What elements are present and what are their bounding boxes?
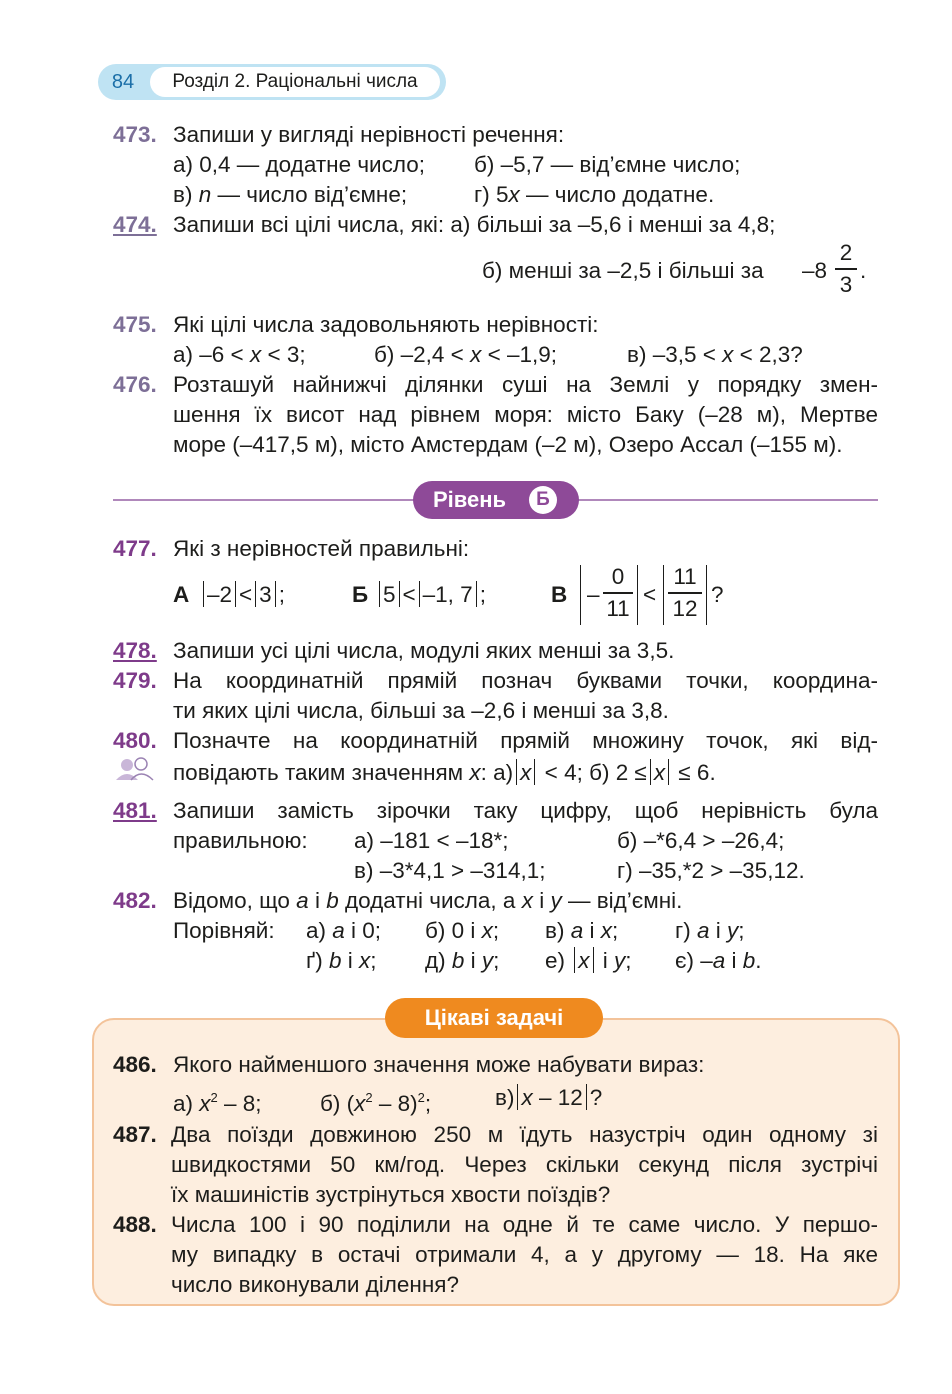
abs-bar — [650, 759, 651, 785]
page-number: 84 — [111, 71, 135, 93]
problem-488-number: 488. — [113, 1212, 157, 1237]
option-b-expression — [376, 580, 486, 610]
problem-478-number: 478. — [113, 638, 157, 663]
variable: x — [520, 760, 532, 785]
question-mark: ? — [711, 582, 724, 607]
variable: y — [726, 918, 739, 943]
problem-474-text: Запиши всі цілі числа, які: а) більші за –5,6 і менші за 4,8; — [173, 212, 776, 237]
problem-477-text: Які з нерівностей правильні: — [173, 536, 470, 561]
variable: a — [570, 918, 584, 943]
problem-482-line-1 — [173, 886, 682, 916]
problem-487-line-3: їх машиністів зустрінуться хвости поїздів? — [171, 1182, 611, 1207]
label: б) ( — [320, 1091, 355, 1116]
variable: x — [521, 1085, 533, 1110]
lt-sign: < — [402, 582, 416, 607]
variable: x — [469, 760, 481, 785]
problem-475-number: 475. — [113, 312, 157, 337]
variable: x — [199, 1091, 211, 1116]
label: ґ) — [306, 948, 329, 973]
text: — число додатне. — [519, 182, 715, 207]
abs-bar — [637, 565, 638, 625]
problem-487-number: 487. — [113, 1122, 157, 1147]
period: . — [860, 258, 867, 283]
denominator: 11 — [606, 595, 630, 621]
text: ; — [625, 948, 632, 973]
option-v-label: В — [551, 582, 568, 607]
problem-480-line-1: Позначте на координатній прямій множину точок, які від- — [173, 728, 878, 753]
abs-bar — [516, 759, 517, 785]
text: < 4; б) 2 ≤ — [538, 760, 647, 785]
problem-479-line-1: На координатній прямій познач буквами точки, координа- — [173, 668, 878, 693]
text: і — [709, 918, 727, 943]
problem-473-number: 473. — [113, 122, 157, 147]
problem-482-item-v — [545, 916, 618, 946]
variable: a — [712, 948, 726, 973]
numerator: 2 — [839, 240, 853, 265]
problem-479-number: 479. — [113, 668, 157, 693]
level-label: Рівень — [433, 487, 507, 512]
label: б) –2,4 < — [374, 342, 471, 367]
variable: x — [354, 1091, 366, 1116]
text: – 12 — [532, 1085, 583, 1110]
problem-482-item-g — [675, 916, 745, 946]
problem-481-number: 481. — [113, 798, 157, 823]
problem-488-line-2: му випадку в остачі отримали 4, а у другому — 18. На яке — [171, 1242, 878, 1267]
level-badge — [413, 481, 579, 519]
fraction-2-3 — [835, 240, 857, 298]
label: б) 0 і — [425, 918, 482, 943]
abs-bar — [668, 759, 669, 785]
problem-475-b — [374, 340, 557, 370]
option-a-label: А — [173, 582, 190, 607]
problem-476-line-1: Розташуй найнижчі ділянки суші на Землі у порядку змен- — [173, 372, 878, 397]
variable: x — [722, 342, 734, 367]
abs-bar — [476, 581, 477, 607]
text: – 8) — [372, 1091, 418, 1116]
text: і 0; — [344, 918, 382, 943]
problem-473-text: Запиши у вигляді нерівності речення: — [173, 122, 565, 147]
text: і — [583, 918, 601, 943]
abs-bar — [203, 581, 204, 607]
variable: b — [326, 888, 339, 913]
fraction-line — [835, 268, 857, 270]
text: < –1,9; — [481, 342, 558, 367]
numerator: 0 — [611, 564, 625, 589]
exponent: 2 — [417, 1090, 425, 1105]
problem-481-g: г) –35,*2 > –35,12. — [617, 858, 805, 883]
problem-486-v — [495, 1083, 602, 1113]
label: : а) — [480, 760, 514, 785]
problem-482-number: 482. — [113, 888, 157, 913]
text: і — [596, 948, 615, 973]
problem-486-b — [320, 1083, 431, 1119]
abs-bar — [593, 947, 594, 973]
text: ; — [424, 1091, 432, 1116]
abs-bar — [379, 581, 380, 607]
label: г) — [675, 918, 697, 943]
problem-482-item-e — [545, 946, 632, 976]
variable: a — [332, 918, 345, 943]
text: і — [464, 948, 482, 973]
variable: b — [329, 948, 342, 973]
section-title: Розділ 2. Раціональні числа — [150, 67, 440, 97]
problem-478-text: Запиши усі цілі числа, модулі яких менші за 3,5. — [173, 638, 675, 663]
fraction-line — [668, 592, 702, 594]
problem-477-number: 477. — [113, 536, 157, 561]
problem-480-number: 480. — [113, 728, 157, 753]
problem-481-b: б) –*6,4 > –26,4; — [617, 828, 785, 853]
problem-479-line-2: ти яких цілі числа, більші за –2,6 і менші за 3,8. — [173, 698, 669, 723]
problem-481-line-2: правильною: — [173, 828, 308, 853]
label: г) 5 — [474, 182, 509, 207]
label: в) — [545, 918, 571, 943]
text: — від’ємні. — [561, 888, 683, 913]
text: додатні числа, а — [338, 888, 522, 913]
pair-work-icon — [113, 756, 157, 782]
problem-481-line-1: Запиши замість зірочки таку цифру, щоб нерівність була — [173, 798, 878, 823]
variable: n — [198, 182, 212, 207]
text: і — [308, 888, 327, 913]
exponent: 2 — [365, 1090, 373, 1105]
problem-475-v — [627, 340, 803, 370]
abs-bar — [574, 947, 575, 973]
variable: y — [550, 888, 562, 913]
text: і — [341, 948, 360, 973]
abs-bar — [517, 1084, 518, 1110]
problem-482-item-ye — [675, 946, 762, 976]
lt-sign: < — [643, 582, 657, 607]
value: 3 — [259, 582, 272, 607]
label: а) — [306, 918, 333, 943]
problem-473-b: б) –5,7 — від’ємне число; — [474, 152, 741, 177]
exponent: 2 — [210, 1090, 218, 1105]
variable: y — [481, 948, 494, 973]
abs-bar — [586, 1084, 587, 1110]
problem-474-number: 474. — [113, 212, 157, 237]
lt-sign: < — [239, 582, 253, 607]
variable: x — [578, 948, 590, 973]
problem-475-text: Які цілі числа задовольняють нерівності: — [173, 312, 599, 337]
problem-473-a: а) 0,4 — додатне число; — [173, 152, 426, 177]
abs-bar — [235, 581, 236, 607]
value: –2 — [207, 582, 233, 607]
variable: x — [359, 948, 371, 973]
label: в) — [173, 182, 199, 207]
text: і — [725, 948, 743, 973]
text: ; — [611, 918, 619, 943]
variable: x — [508, 182, 520, 207]
label: є) – — [675, 948, 713, 973]
variable: b — [742, 948, 756, 973]
numerator: 11 — [673, 564, 697, 589]
value: –1, 7 — [422, 582, 473, 607]
problem-473-g — [474, 180, 714, 210]
abs-bar — [399, 581, 400, 607]
variable: x — [470, 342, 482, 367]
problem-482-item-d — [425, 946, 499, 976]
text: ; — [492, 918, 500, 943]
abs-bar — [255, 581, 256, 607]
abs-bar — [580, 565, 581, 625]
label: в) — [495, 1085, 515, 1110]
label: в) –3,5 < — [627, 342, 723, 367]
label: а) –6 < — [173, 342, 250, 367]
text: — число від’ємне; — [211, 182, 408, 207]
variable: x — [481, 918, 493, 943]
problem-481-v: в) –3*4,1 > –314,1; — [354, 858, 546, 883]
option-a-expression — [200, 580, 285, 610]
fraction-line — [603, 592, 633, 594]
semicolon: ; — [278, 582, 285, 607]
label: а) — [173, 1091, 200, 1116]
problem-475-a — [173, 340, 306, 370]
interesting-tasks-title: Цікаві задачі — [385, 998, 603, 1038]
text: ≤ 6. — [672, 760, 716, 785]
text: – 8; — [217, 1091, 262, 1116]
semicolon: ; — [479, 582, 486, 607]
text: і — [532, 888, 551, 913]
problem-480-line-2 — [173, 758, 716, 788]
abs-bar — [663, 565, 664, 625]
problem-482-item-a — [306, 916, 381, 946]
text: ; — [493, 948, 500, 973]
variable: b — [451, 948, 465, 973]
problem-487-line-2: швидкостями 50 км/год. Через скільки секунд після зустрічі — [171, 1152, 878, 1177]
label: д) — [425, 948, 452, 973]
variable: x — [653, 760, 666, 785]
problem-476-line-2: шення їх висот над рівнем моря: місто Баку (–28 м), Мертве — [173, 402, 878, 427]
level-letter: Б — [529, 486, 557, 514]
problem-474-b: б) менші за –2,5 і більші за — [482, 258, 764, 283]
mixed-number-whole: –8 — [802, 258, 828, 283]
abs-bar — [534, 759, 535, 785]
fraction-0-11 — [603, 564, 633, 622]
text: ? — [589, 1085, 603, 1110]
problem-473-v — [173, 180, 407, 210]
variable: a — [296, 888, 309, 913]
problem-482-item-ge — [306, 946, 377, 976]
problem-481-a: а) –181 < –18*; — [354, 828, 509, 853]
abs-bar — [419, 581, 420, 607]
problem-486-a — [173, 1083, 262, 1119]
text: Відомо, що — [173, 888, 297, 913]
text: < 2,3? — [733, 342, 803, 367]
problem-482-compare-label: Порівняй: — [173, 918, 275, 943]
abs-bar — [706, 565, 707, 625]
problem-486-number: 486. — [113, 1052, 157, 1077]
text: ; — [738, 918, 745, 943]
variable: x — [521, 888, 533, 913]
problem-487-line-1: Два поїзди довжиною 250 м їдуть назустріч один одному зі — [171, 1122, 878, 1147]
problem-486-text: Якого найменшого значення може набувати вираз: — [173, 1052, 705, 1077]
page-header — [98, 64, 446, 100]
denominator: 3 — [839, 271, 853, 297]
variable: y — [614, 948, 626, 973]
problem-476-line-3: море (–417,5 м), місто Амстердам (–2 м), Озеро Ассал (–155 м). — [173, 432, 843, 457]
variable: a — [696, 918, 710, 943]
value: 5 — [383, 582, 396, 607]
fraction-11-12 — [668, 564, 702, 622]
option-b-label: Б — [352, 582, 369, 607]
text: < 3; — [261, 342, 306, 367]
problem-482-item-b — [425, 916, 499, 946]
denominator: 12 — [672, 595, 698, 621]
label: е) — [545, 948, 572, 973]
text: ; — [370, 948, 377, 973]
minus-sign: – — [587, 582, 600, 607]
variable: x — [249, 342, 262, 367]
problem-476-number: 476. — [113, 372, 157, 397]
abs-bar — [275, 581, 276, 607]
variable: x — [600, 918, 612, 943]
text: . — [755, 948, 762, 973]
problem-488-line-3: число виконували ділення? — [171, 1272, 459, 1297]
problem-488-line-1: Числа 100 і 90 поділили на одне й те саме число. У першо- — [171, 1212, 878, 1237]
text: повідають таким значенням — [173, 760, 470, 785]
